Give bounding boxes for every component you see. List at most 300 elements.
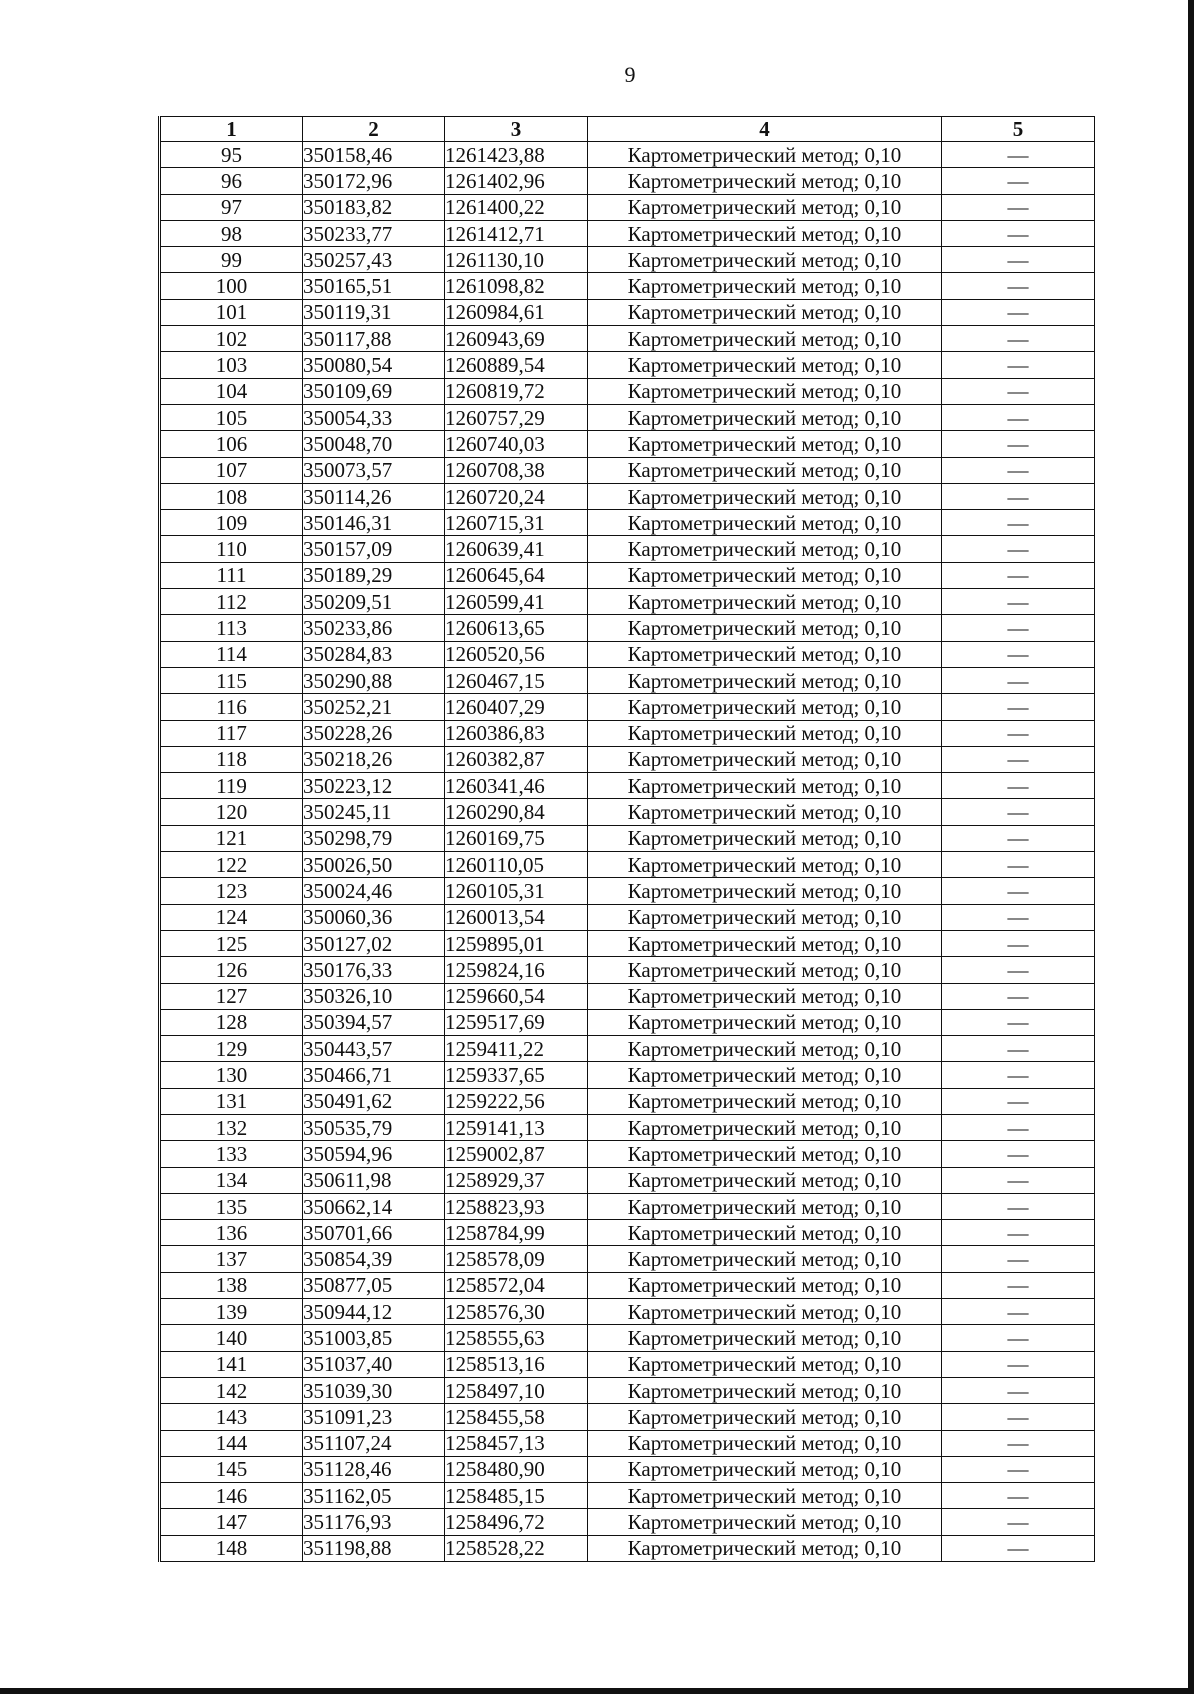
- coordinate-x-cell: 351039,30: [303, 1377, 445, 1403]
- table-row: [160, 1377, 1095, 1403]
- coordinate-x-cell: 350189,29: [303, 562, 445, 588]
- coordinate-y-cell: 1261412,71: [445, 220, 588, 246]
- table-row: [160, 667, 1095, 693]
- coordinate-y-cell: 1258513,16: [445, 1351, 588, 1377]
- coordinate-x-cell: 350491,62: [303, 1088, 445, 1114]
- method-accuracy-cell: Картометрический метод; 0,10: [588, 694, 942, 720]
- method-accuracy-cell: Картометрический метод; 0,10: [588, 1404, 942, 1430]
- coordinate-x-cell: 350209,51: [303, 589, 445, 615]
- coordinate-x-cell: 350054,33: [303, 404, 445, 430]
- table-row: [160, 1009, 1095, 1035]
- point-number-cell: 142: [160, 1377, 303, 1403]
- column-5-cell: —: [942, 1377, 1095, 1403]
- point-number-cell: 103: [160, 352, 303, 378]
- column-5-cell: —: [942, 1220, 1095, 1246]
- coordinate-x-cell: 350172,96: [303, 168, 445, 194]
- table-row: [160, 1114, 1095, 1140]
- coordinate-x-cell: 350117,88: [303, 326, 445, 352]
- method-accuracy-cell: Картометрический метод; 0,10: [588, 326, 942, 352]
- point-number-cell: 139: [160, 1299, 303, 1325]
- point-number-cell: 95: [160, 142, 303, 168]
- column-5-cell: —: [942, 1141, 1095, 1167]
- method-accuracy-cell: Картометрический метод; 0,10: [588, 1299, 942, 1325]
- coordinate-y-cell: 1260599,41: [445, 589, 588, 615]
- column-5-cell: —: [942, 1193, 1095, 1219]
- point-number-cell: 134: [160, 1167, 303, 1193]
- point-number-cell: 135: [160, 1193, 303, 1219]
- coordinate-x-cell: 350877,05: [303, 1272, 445, 1298]
- coordinate-x-cell: 350662,14: [303, 1193, 445, 1219]
- column-5-cell: —: [942, 773, 1095, 799]
- method-accuracy-cell: Картометрический метод; 0,10: [588, 1193, 942, 1219]
- column-5-cell: —: [942, 404, 1095, 430]
- column-5-cell: —: [942, 694, 1095, 720]
- point-number-cell: 109: [160, 510, 303, 536]
- method-accuracy-cell: Картометрический метод; 0,10: [588, 1114, 942, 1140]
- point-number-cell: 116: [160, 694, 303, 720]
- coordinate-x-cell: 350290,88: [303, 667, 445, 693]
- column-5-cell: —: [942, 431, 1095, 457]
- table-row: [160, 168, 1095, 194]
- coordinate-x-cell: 350024,46: [303, 878, 445, 904]
- coordinate-y-cell: 1260520,56: [445, 641, 588, 667]
- table-row: [160, 825, 1095, 851]
- coordinate-y-cell: 1260943,69: [445, 326, 588, 352]
- coordinate-y-cell: 1258555,63: [445, 1325, 588, 1351]
- coordinate-y-cell: 1260740,03: [445, 431, 588, 457]
- point-number-cell: 141: [160, 1351, 303, 1377]
- table-row: [160, 273, 1095, 299]
- table-row: [160, 641, 1095, 667]
- column-5-cell: —: [942, 1167, 1095, 1193]
- table-row: [160, 983, 1095, 1009]
- point-number-cell: 104: [160, 378, 303, 404]
- coordinate-y-cell: 1258578,09: [445, 1246, 588, 1272]
- column-5-cell: —: [942, 1036, 1095, 1062]
- coordinate-x-cell: 350394,57: [303, 1009, 445, 1035]
- column-5-cell: —: [942, 142, 1095, 168]
- column-5-cell: —: [942, 562, 1095, 588]
- method-accuracy-cell: Картометрический метод; 0,10: [588, 983, 942, 1009]
- column-5-cell: —: [942, 457, 1095, 483]
- table-row: [160, 589, 1095, 615]
- coordinate-y-cell: 1258576,30: [445, 1299, 588, 1325]
- coordinate-y-cell: 1260467,15: [445, 667, 588, 693]
- coordinate-y-cell: 1260645,64: [445, 562, 588, 588]
- table-row: [160, 1351, 1095, 1377]
- coordinate-x-cell: 350073,57: [303, 457, 445, 483]
- column-5-cell: —: [942, 1272, 1095, 1298]
- method-accuracy-cell: Картометрический метод; 0,10: [588, 457, 942, 483]
- column-5-cell: —: [942, 299, 1095, 325]
- coordinate-y-cell: 1258572,04: [445, 1272, 588, 1298]
- coordinate-x-cell: 350944,12: [303, 1299, 445, 1325]
- table-row: [160, 299, 1095, 325]
- coordinate-x-cell: 350594,96: [303, 1141, 445, 1167]
- table-row: [160, 1036, 1095, 1062]
- method-accuracy-cell: Картометрический метод; 0,10: [588, 1141, 942, 1167]
- coordinate-y-cell: 1260110,05: [445, 852, 588, 878]
- coordinate-y-cell: 1261130,10: [445, 247, 588, 273]
- method-accuracy-cell: Картометрический метод; 0,10: [588, 404, 942, 430]
- coordinate-y-cell: 1260639,41: [445, 536, 588, 562]
- coordinate-y-cell: 1260407,29: [445, 694, 588, 720]
- point-number-cell: 107: [160, 457, 303, 483]
- point-number-cell: 133: [160, 1141, 303, 1167]
- coordinate-x-cell: 350535,79: [303, 1114, 445, 1140]
- coordinate-y-cell: 1259517,69: [445, 1009, 588, 1035]
- point-number-cell: 120: [160, 799, 303, 825]
- table-row: [160, 1272, 1095, 1298]
- method-accuracy-cell: Картометрический метод; 0,10: [588, 1483, 942, 1509]
- coordinate-y-cell: 1258497,10: [445, 1377, 588, 1403]
- table-row: [160, 457, 1095, 483]
- point-number-cell: 132: [160, 1114, 303, 1140]
- column-5-cell: —: [942, 247, 1095, 273]
- coordinate-x-cell: 351091,23: [303, 1404, 445, 1430]
- point-number-cell: 127: [160, 983, 303, 1009]
- point-number-cell: 130: [160, 1062, 303, 1088]
- coordinate-y-cell: 1258823,93: [445, 1193, 588, 1219]
- column-header-1: 1: [160, 117, 303, 142]
- column-5-cell: —: [942, 1325, 1095, 1351]
- column-5-cell: —: [942, 615, 1095, 641]
- point-number-cell: 122: [160, 852, 303, 878]
- column-5-cell: —: [942, 1404, 1095, 1430]
- coordinate-y-cell: 1258485,15: [445, 1483, 588, 1509]
- column-5-cell: —: [942, 168, 1095, 194]
- coordinate-y-cell: 1259222,56: [445, 1088, 588, 1114]
- column-5-cell: —: [942, 1299, 1095, 1325]
- column-5-cell: —: [942, 957, 1095, 983]
- table-row: [160, 852, 1095, 878]
- method-accuracy-cell: Картометрический метод; 0,10: [588, 773, 942, 799]
- method-accuracy-cell: Картометрический метод; 0,10: [588, 1325, 942, 1351]
- method-accuracy-cell: Картометрический метод; 0,10: [588, 273, 942, 299]
- table-row: [160, 142, 1095, 168]
- coordinate-x-cell: 350158,46: [303, 142, 445, 168]
- method-accuracy-cell: Картометрический метод; 0,10: [588, 904, 942, 930]
- point-number-cell: 145: [160, 1456, 303, 1482]
- coordinate-x-cell: 350326,10: [303, 983, 445, 1009]
- coordinate-x-cell: 350233,86: [303, 615, 445, 641]
- column-5-cell: —: [942, 852, 1095, 878]
- coordinate-y-cell: 1260708,38: [445, 457, 588, 483]
- table-row: [160, 1193, 1095, 1219]
- coordinate-y-cell: 1260757,29: [445, 404, 588, 430]
- coordinate-y-cell: 1260105,31: [445, 878, 588, 904]
- method-accuracy-cell: Картометрический метод; 0,10: [588, 878, 942, 904]
- point-number-cell: 126: [160, 957, 303, 983]
- method-accuracy-cell: Картометрический метод; 0,10: [588, 562, 942, 588]
- column-5-cell: —: [942, 1535, 1095, 1561]
- coordinate-y-cell: 1260169,75: [445, 825, 588, 851]
- method-accuracy-cell: Картометрический метод; 0,10: [588, 1062, 942, 1088]
- coordinate-y-cell: 1260386,83: [445, 720, 588, 746]
- column-5-cell: —: [942, 641, 1095, 667]
- table-row: [160, 483, 1095, 509]
- column-5-cell: —: [942, 1351, 1095, 1377]
- column-header-4: 4: [588, 117, 942, 142]
- point-number-cell: 96: [160, 168, 303, 194]
- table-row: [160, 1509, 1095, 1535]
- coordinate-y-cell: 1259002,87: [445, 1141, 588, 1167]
- coordinate-x-cell: 350146,31: [303, 510, 445, 536]
- table-row: [160, 1404, 1095, 1430]
- table-row: [160, 1535, 1095, 1561]
- coordinate-y-cell: 1261098,82: [445, 273, 588, 299]
- point-number-cell: 129: [160, 1036, 303, 1062]
- coordinate-x-cell: 350854,39: [303, 1246, 445, 1272]
- coordinate-x-cell: 351198,88: [303, 1535, 445, 1561]
- method-accuracy-cell: Картометрический метод; 0,10: [588, 378, 942, 404]
- coordinate-x-cell: 350109,69: [303, 378, 445, 404]
- coordinate-y-cell: 1260715,31: [445, 510, 588, 536]
- table-row: [160, 878, 1095, 904]
- table-row: [160, 773, 1095, 799]
- table-row: [160, 720, 1095, 746]
- method-accuracy-cell: Картометрический метод; 0,10: [588, 746, 942, 772]
- coordinate-x-cell: 350165,51: [303, 273, 445, 299]
- point-number-cell: 111: [160, 562, 303, 588]
- point-number-cell: 115: [160, 667, 303, 693]
- coordinate-x-cell: 350223,12: [303, 773, 445, 799]
- column-5-cell: —: [942, 1509, 1095, 1535]
- method-accuracy-cell: Картометрический метод; 0,10: [588, 1246, 942, 1272]
- coordinate-y-cell: 1260290,84: [445, 799, 588, 825]
- table-row: [160, 378, 1095, 404]
- method-accuracy-cell: Картометрический метод; 0,10: [588, 1456, 942, 1482]
- method-accuracy-cell: Картометрический метод; 0,10: [588, 220, 942, 246]
- column-5-cell: —: [942, 720, 1095, 746]
- coordinate-y-cell: 1260984,61: [445, 299, 588, 325]
- column-5-cell: —: [942, 1009, 1095, 1035]
- coordinates-table: [158, 116, 1095, 1562]
- method-accuracy-cell: Картометрический метод; 0,10: [588, 957, 942, 983]
- column-5-cell: —: [942, 1062, 1095, 1088]
- point-number-cell: 110: [160, 536, 303, 562]
- point-number-cell: 102: [160, 326, 303, 352]
- method-accuracy-cell: Картометрический метод; 0,10: [588, 720, 942, 746]
- coordinate-x-cell: 350119,31: [303, 299, 445, 325]
- table-row: [160, 746, 1095, 772]
- table-row: [160, 957, 1095, 983]
- point-number-cell: 124: [160, 904, 303, 930]
- table-row: [160, 1088, 1095, 1114]
- coordinate-x-cell: 350466,71: [303, 1062, 445, 1088]
- method-accuracy-cell: Картометрический метод; 0,10: [588, 1509, 942, 1535]
- coordinate-y-cell: 1260382,87: [445, 746, 588, 772]
- method-accuracy-cell: Картометрический метод; 0,10: [588, 930, 942, 956]
- coordinate-y-cell: 1261400,22: [445, 194, 588, 220]
- coordinate-x-cell: 350176,33: [303, 957, 445, 983]
- column-5-cell: —: [942, 983, 1095, 1009]
- coordinate-y-cell: 1259895,01: [445, 930, 588, 956]
- column-5-cell: —: [942, 667, 1095, 693]
- method-accuracy-cell: Картометрический метод; 0,10: [588, 168, 942, 194]
- coordinate-y-cell: 1258455,58: [445, 1404, 588, 1430]
- coordinate-x-cell: 350252,21: [303, 694, 445, 720]
- table-row: [160, 1220, 1095, 1246]
- method-accuracy-cell: Картометрический метод; 0,10: [588, 1220, 942, 1246]
- table-row: [160, 194, 1095, 220]
- point-number-cell: 121: [160, 825, 303, 851]
- table-body: [160, 142, 1095, 1562]
- column-5-cell: —: [942, 352, 1095, 378]
- point-number-cell: 148: [160, 1535, 303, 1561]
- column-5-cell: —: [942, 378, 1095, 404]
- column-5-cell: —: [942, 1456, 1095, 1482]
- column-5-cell: —: [942, 194, 1095, 220]
- point-number-cell: 140: [160, 1325, 303, 1351]
- point-number-cell: 138: [160, 1272, 303, 1298]
- coordinate-y-cell: 1260720,24: [445, 483, 588, 509]
- coordinate-y-cell: 1259141,13: [445, 1114, 588, 1140]
- point-number-cell: 106: [160, 431, 303, 457]
- method-accuracy-cell: Картометрический метод; 0,10: [588, 1167, 942, 1193]
- method-accuracy-cell: Картометрический метод; 0,10: [588, 1009, 942, 1035]
- table-row: [160, 1167, 1095, 1193]
- column-5-cell: —: [942, 326, 1095, 352]
- table-row: [160, 615, 1095, 641]
- column-5-cell: —: [942, 1246, 1095, 1272]
- table-row: [160, 1246, 1095, 1272]
- point-number-cell: 125: [160, 930, 303, 956]
- table-row: [160, 326, 1095, 352]
- coordinate-y-cell: 1258457,13: [445, 1430, 588, 1456]
- method-accuracy-cell: Картометрический метод; 0,10: [588, 194, 942, 220]
- coordinate-y-cell: 1260819,72: [445, 378, 588, 404]
- coordinate-x-cell: 350060,36: [303, 904, 445, 930]
- coordinate-x-cell: 350127,02: [303, 930, 445, 956]
- coordinate-x-cell: 351107,24: [303, 1430, 445, 1456]
- coordinate-x-cell: 350298,79: [303, 825, 445, 851]
- point-number-cell: 144: [160, 1430, 303, 1456]
- point-number-cell: 117: [160, 720, 303, 746]
- column-5-cell: —: [942, 589, 1095, 615]
- coordinate-x-cell: 350183,82: [303, 194, 445, 220]
- table-row: [160, 510, 1095, 536]
- table-row: [160, 1141, 1095, 1167]
- column-5-cell: —: [942, 273, 1095, 299]
- coordinate-x-cell: 350114,26: [303, 483, 445, 509]
- coordinate-y-cell: 1258528,22: [445, 1535, 588, 1561]
- method-accuracy-cell: Картометрический метод; 0,10: [588, 510, 942, 536]
- column-5-cell: —: [942, 746, 1095, 772]
- method-accuracy-cell: Картометрический метод; 0,10: [588, 852, 942, 878]
- coordinate-y-cell: 1261402,96: [445, 168, 588, 194]
- table-row: [160, 1299, 1095, 1325]
- coordinate-x-cell: 350701,66: [303, 1220, 445, 1246]
- coordinate-y-cell: 1259411,22: [445, 1036, 588, 1062]
- point-number-cell: 100: [160, 273, 303, 299]
- coordinate-x-cell: 351176,93: [303, 1509, 445, 1535]
- table-row: [160, 1430, 1095, 1456]
- column-5-cell: —: [942, 799, 1095, 825]
- coordinate-y-cell: 1259337,65: [445, 1062, 588, 1088]
- coordinate-x-cell: 350611,98: [303, 1167, 445, 1193]
- coordinate-x-cell: 351128,46: [303, 1456, 445, 1482]
- coordinate-y-cell: 1260013,54: [445, 904, 588, 930]
- point-number-cell: 146: [160, 1483, 303, 1509]
- column-5-cell: —: [942, 510, 1095, 536]
- coordinate-y-cell: 1260613,65: [445, 615, 588, 641]
- point-number-cell: 99: [160, 247, 303, 273]
- column-5-cell: —: [942, 483, 1095, 509]
- table-header-row: [160, 117, 1095, 142]
- coordinate-x-cell: 351003,85: [303, 1325, 445, 1351]
- coordinate-x-cell: 350233,77: [303, 220, 445, 246]
- page-number: 9: [624, 62, 636, 87]
- column-5-cell: —: [942, 878, 1095, 904]
- coordinate-x-cell: 350026,50: [303, 852, 445, 878]
- table-row: [160, 404, 1095, 430]
- column-5-cell: —: [942, 930, 1095, 956]
- point-number-cell: 98: [160, 220, 303, 246]
- method-accuracy-cell: Картометрический метод; 0,10: [588, 299, 942, 325]
- table-row: [160, 562, 1095, 588]
- method-accuracy-cell: Картометрический метод; 0,10: [588, 641, 942, 667]
- coordinate-x-cell: 350218,26: [303, 746, 445, 772]
- method-accuracy-cell: Картометрический метод; 0,10: [588, 536, 942, 562]
- point-number-cell: 128: [160, 1009, 303, 1035]
- table-row: [160, 352, 1095, 378]
- coordinate-y-cell: 1259824,16: [445, 957, 588, 983]
- coordinate-x-cell: 350157,09: [303, 536, 445, 562]
- table-row: [160, 799, 1095, 825]
- column-header-2: 2: [303, 117, 445, 142]
- column-5-cell: —: [942, 904, 1095, 930]
- coordinate-x-cell: 350443,57: [303, 1036, 445, 1062]
- method-accuracy-cell: Картометрический метод; 0,10: [588, 483, 942, 509]
- coordinate-x-cell: 350257,43: [303, 247, 445, 273]
- table-row: [160, 1062, 1095, 1088]
- method-accuracy-cell: Картометрический метод; 0,10: [588, 589, 942, 615]
- coordinate-x-cell: 350080,54: [303, 352, 445, 378]
- method-accuracy-cell: Картометрический метод; 0,10: [588, 667, 942, 693]
- column-header-5: 5: [942, 117, 1095, 142]
- point-number-cell: 131: [160, 1088, 303, 1114]
- point-number-cell: 137: [160, 1246, 303, 1272]
- table-row: [160, 536, 1095, 562]
- point-number-cell: 113: [160, 615, 303, 641]
- point-number-cell: 114: [160, 641, 303, 667]
- table-row: [160, 431, 1095, 457]
- table-row: [160, 247, 1095, 273]
- point-number-cell: 143: [160, 1404, 303, 1430]
- coordinate-y-cell: 1260341,46: [445, 773, 588, 799]
- point-number-cell: 97: [160, 194, 303, 220]
- column-5-cell: —: [942, 1430, 1095, 1456]
- column-5-cell: —: [942, 220, 1095, 246]
- coordinate-y-cell: 1258929,37: [445, 1167, 588, 1193]
- method-accuracy-cell: Картометрический метод; 0,10: [588, 247, 942, 273]
- coordinate-x-cell: 351162,05: [303, 1483, 445, 1509]
- table-row: [160, 1325, 1095, 1351]
- coordinate-y-cell: 1259660,54: [445, 983, 588, 1009]
- method-accuracy-cell: Картометрический метод; 0,10: [588, 1535, 942, 1561]
- column-header-3: 3: [445, 117, 588, 142]
- coordinate-x-cell: 350228,26: [303, 720, 445, 746]
- method-accuracy-cell: Картометрический метод; 0,10: [588, 1272, 942, 1298]
- method-accuracy-cell: Картометрический метод; 0,10: [588, 615, 942, 641]
- column-5-cell: —: [942, 1114, 1095, 1140]
- coordinate-y-cell: 1258480,90: [445, 1456, 588, 1482]
- method-accuracy-cell: Картометрический метод; 0,10: [588, 825, 942, 851]
- coordinate-y-cell: 1258496,72: [445, 1509, 588, 1535]
- coordinate-y-cell: 1258784,99: [445, 1220, 588, 1246]
- point-number-cell: 136: [160, 1220, 303, 1246]
